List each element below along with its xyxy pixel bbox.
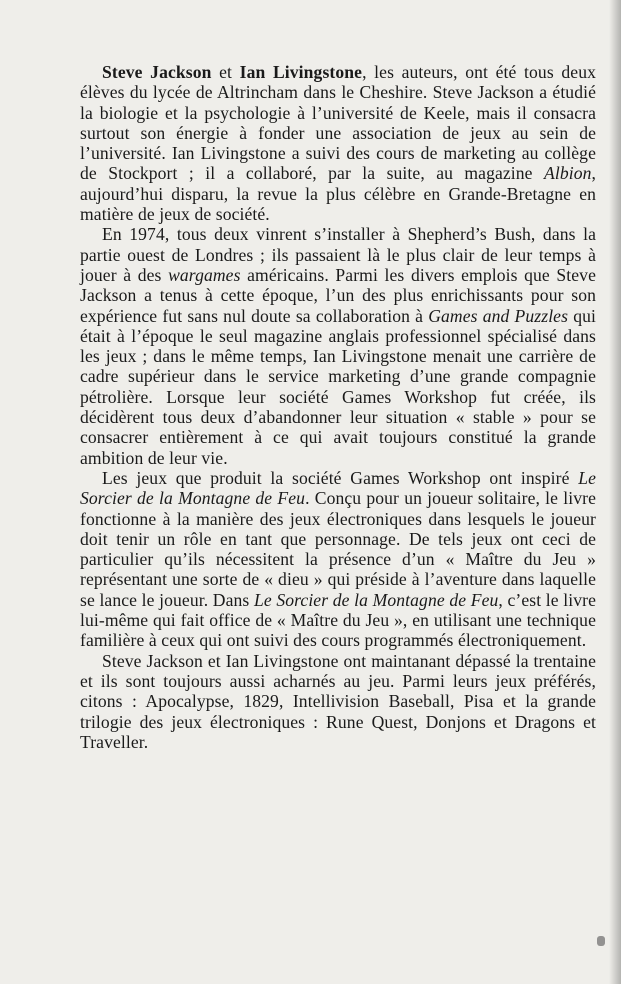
paragraph-1	[80, 62, 596, 224]
italic-term: wargames	[168, 264, 241, 285]
paragraph-text: . Conçu pour un joueur solitaire, le livre fonctionne à la manière des jeux électroniques dans lesquels le joueur doit tenir un rôle en tant que personnage. De tels jeux ont ceci de particulier qu’ils nécessitent la présence d’un « Maître du Jeu » représentant une sorte de « dieu » qui préside à l’aventure dans laquelle se lance le joueur. Dans	[80, 488, 596, 610]
author-name-steve-jackson: Steve Jackson	[102, 62, 212, 82]
paragraph-2	[80, 224, 596, 468]
scan-smudge	[597, 936, 605, 946]
paragraph-text: Steve Jackson et Ian Livingstone ont maintanant dépassé la trentaine et ils sont toujours aussi acharnés au jeu. Parmi leurs jeux préférés, citons : Apocalypse, 1829, Intellivision Baseball, Pisa et la grande trilogie des jeux électroniques : Rune Quest, Donjons et Dragons et Traveller.	[80, 650, 596, 752]
page-edge-shadow	[609, 0, 621, 984]
book-title: Le Sorcier de la Montagne de Feu	[253, 589, 499, 610]
paragraph-text: qui était à l’époque le seul magazine anglais professionnel spécialisé dans les jeux ; dans le même temps, Ian Livingstone menait une carrière de cadre supérieur dans le service marketing d’une grande compagnie pétrolière. Lorsque leur société Games Workshop fut créée, ils décidèrent tous deux d’abandonner leur situation « stable » pour se consacrer entièrement à ce qui avait toujours constitué la grande ambition de leur vie.	[80, 305, 596, 468]
magazine-title: Games and Puzzles	[428, 305, 569, 326]
authors-biography	[80, 62, 596, 752]
paragraph-text: et	[211, 62, 240, 82]
paragraph-text: , aujourd’hui disparu, la revue la plus célèbre en Grande-Bretagne en matière de jeux de société.	[80, 163, 596, 225]
magazine-title: Albion	[543, 163, 592, 184]
paragraph-text: En 1974, tous deux vinrent s’installer à Shepherd’s Bush, dans la partie ouest de Londres ; ils passaient là le plus clair de leur temps à jouer à des	[80, 224, 596, 285]
paragraph-text: , les auteurs, ont été tous deux élèves du lycée de Altrincham dans le Cheshire. Steve Jackson a étudié la biologie et la psychologie à l’université de Keele, mais il consacra surtout son énergie à fonder une association de jeux au sein de l’université. Ian Livingstone a suivi des cours de marketing au collège de Stockport ; il a collaboré, par la suite, au magazine	[80, 62, 596, 184]
paragraph-text: Les jeux que produit la société Games Workshop ont inspiré	[102, 467, 579, 488]
paragraph-4	[80, 651, 596, 752]
book-title: Le Sorcier de la Montagne de Feu	[80, 467, 596, 509]
author-name-ian-livingstone: Ian Livingstone	[239, 62, 363, 82]
paragraph-text: américains. Parmi les divers emplois que Steve Jackson a tenus à cette époque, l’un des plus enrichissants pour son expérience fut sans nul doute sa collaboration à	[80, 264, 596, 326]
paragraph-3	[80, 468, 596, 651]
paragraph-text: , c’est le livre lui-même qui fait office de « Maître du Jeu », en utilisant une technique familière à ceux qui ont suivi des cours programmés électroniquement.	[80, 589, 596, 651]
